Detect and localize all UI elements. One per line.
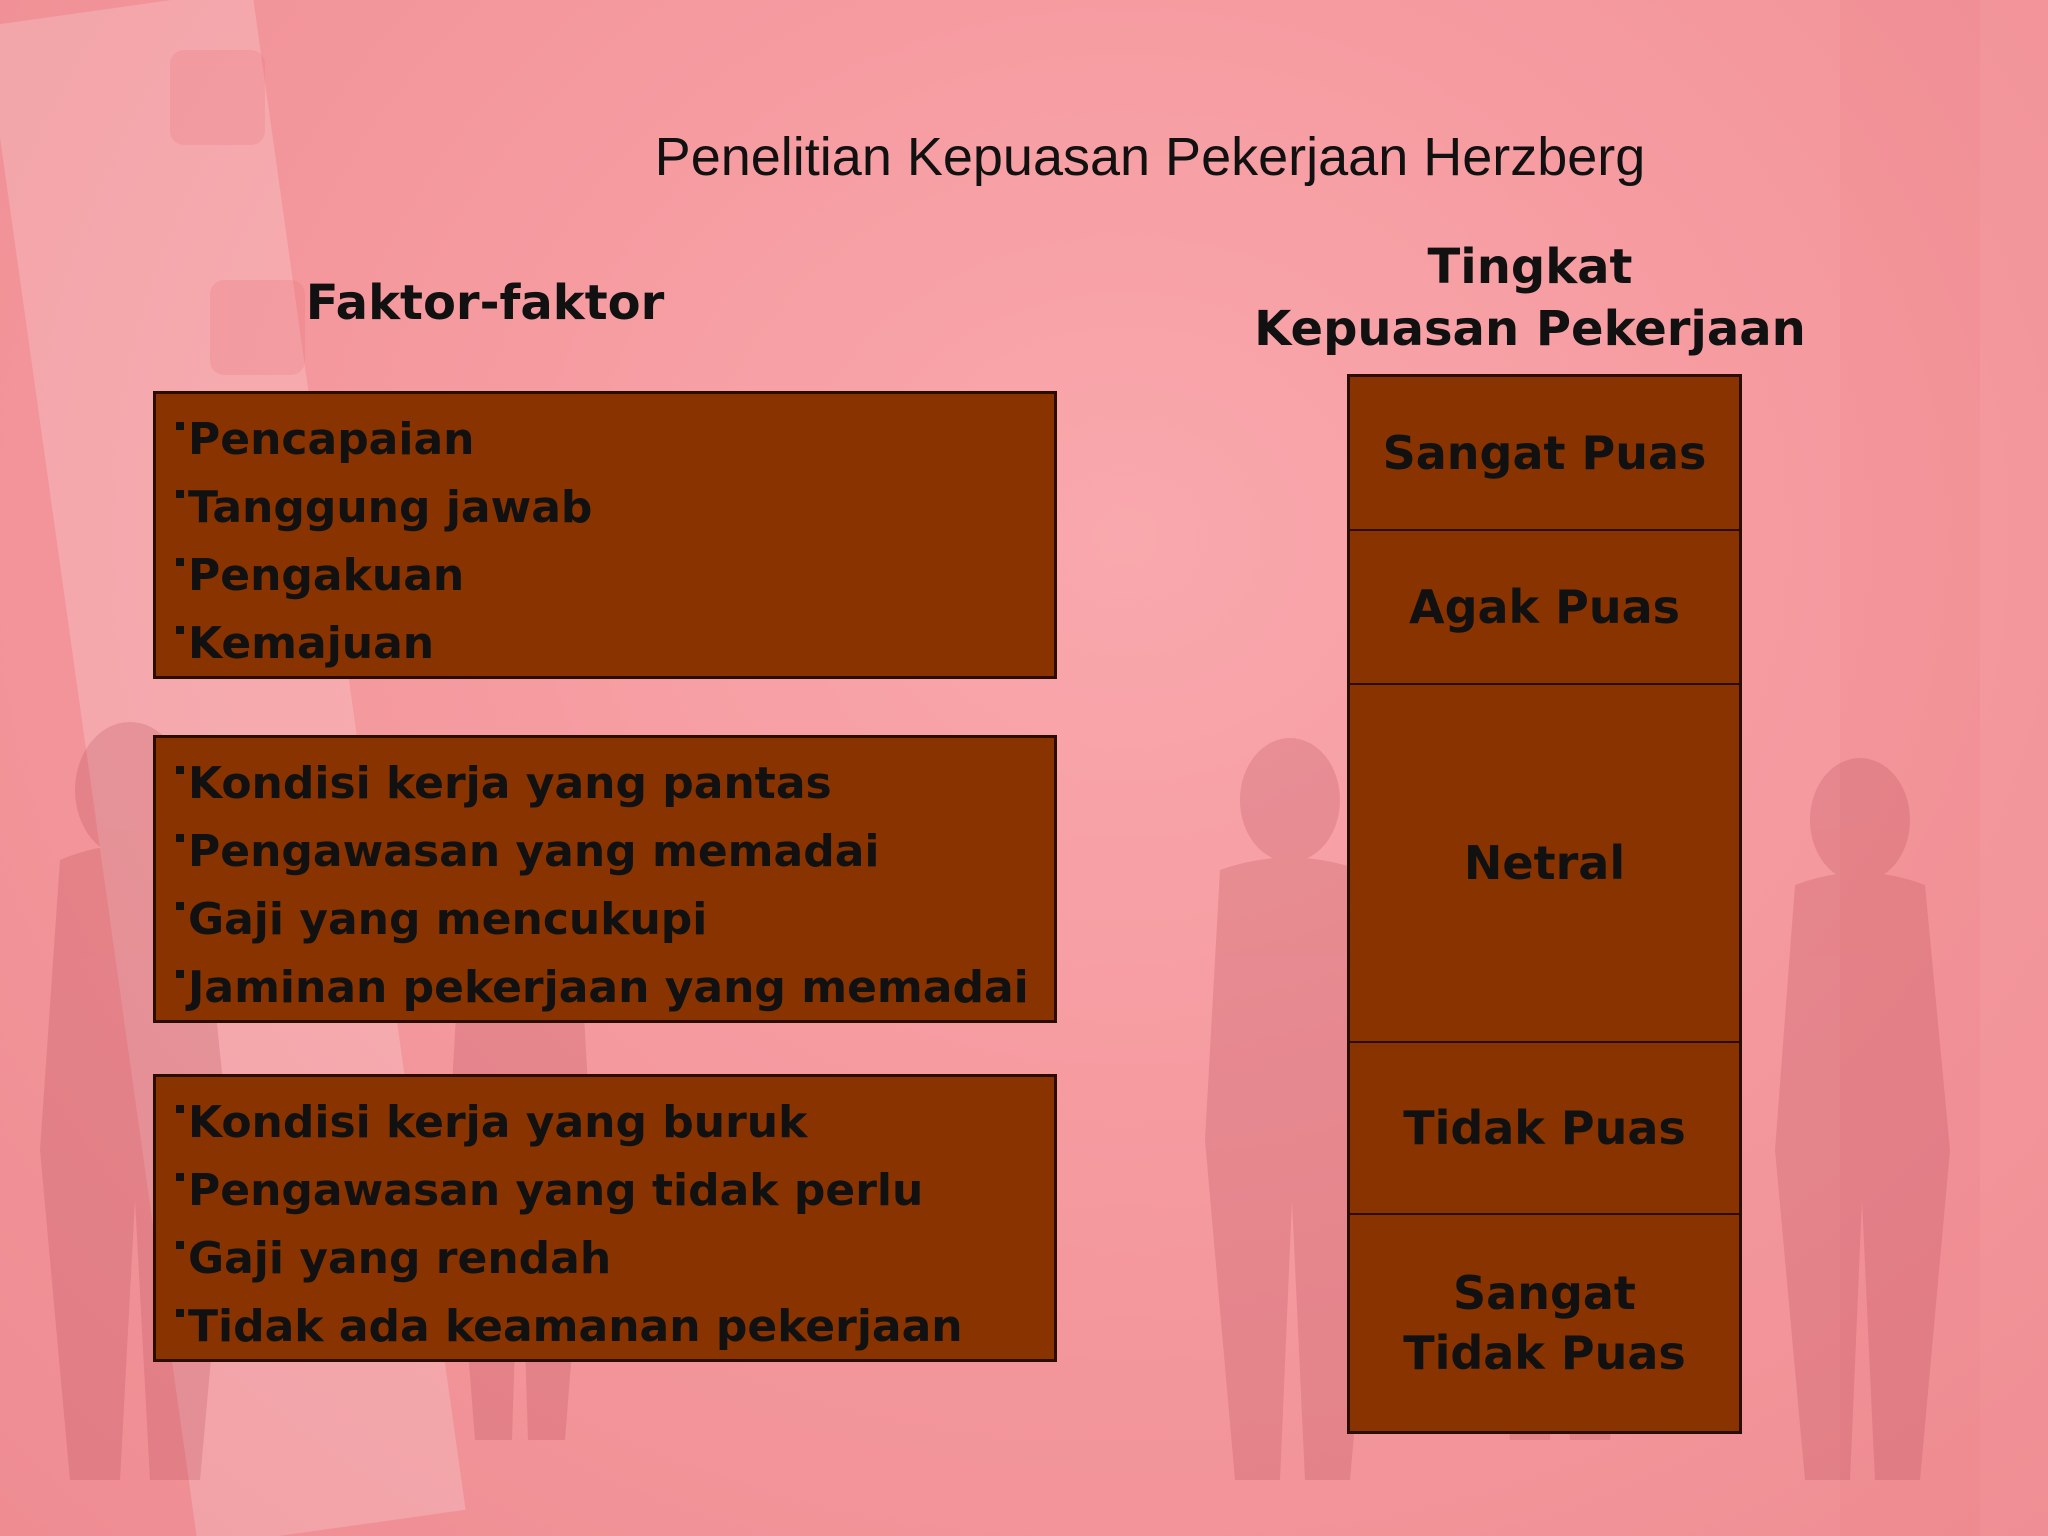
level-very-satisfied: Sangat Puas	[1350, 377, 1739, 531]
factor-item: Pencapaian	[176, 406, 1054, 474]
factors-heading: Faktor-faktor	[305, 275, 665, 331]
bullet-icon	[176, 902, 184, 910]
bullet-icon	[176, 490, 184, 498]
bullet-icon	[176, 422, 184, 430]
bullet-icon	[176, 970, 184, 978]
factor-item: Kondisi kerja yang pantas	[176, 750, 1054, 818]
level-not-satisfied: Tidak Puas	[1350, 1043, 1739, 1215]
level-heading	[1200, 236, 1860, 360]
bullet-icon	[176, 766, 184, 774]
bullet-icon	[176, 626, 184, 634]
factor-item: Kemajuan	[176, 610, 1054, 678]
factor-item: Kondisi kerja yang buruk	[176, 1089, 1054, 1157]
bullet-icon	[176, 1173, 184, 1181]
factor-group-hygiene-bad	[153, 1074, 1057, 1362]
factor-group-hygiene-good	[153, 735, 1057, 1023]
factor-item: Gaji yang rendah	[176, 1225, 1054, 1293]
level-heading-line-1: Tingkat	[1427, 239, 1633, 295]
bullet-icon	[176, 1105, 184, 1113]
factor-item: Pengawasan yang tidak perlu	[176, 1157, 1054, 1225]
bullet-icon	[176, 1309, 184, 1317]
factor-item: Pengawasan yang memadai	[176, 818, 1054, 886]
factor-group-motivators	[153, 391, 1057, 679]
factor-item: Tidak ada keamanan pekerjaan	[176, 1293, 1054, 1361]
factor-item: Gaji yang mencukupi	[176, 886, 1054, 954]
level-somewhat-satisfied: Agak Puas	[1350, 531, 1739, 685]
level-very-dissatisfied: Sangat Tidak Puas	[1403, 1266, 1686, 1380]
bullet-icon	[176, 558, 184, 566]
bullet-icon	[176, 1241, 184, 1249]
factor-item: Tanggung jawab	[176, 474, 1054, 542]
slide-title: Penelitian Kepuasan Pekerjaan Herzberg	[654, 127, 1646, 187]
level-neutral: Netral	[1350, 685, 1739, 1043]
bullet-icon	[176, 834, 184, 842]
factor-item: Pengakuan	[176, 542, 1054, 610]
satisfaction-level-scale	[1347, 374, 1742, 1434]
factor-item: Jaminan pekerjaan yang memadai	[176, 954, 1054, 1022]
level-heading-line-2: Kepuasan Pekerjaan	[1254, 301, 1806, 357]
